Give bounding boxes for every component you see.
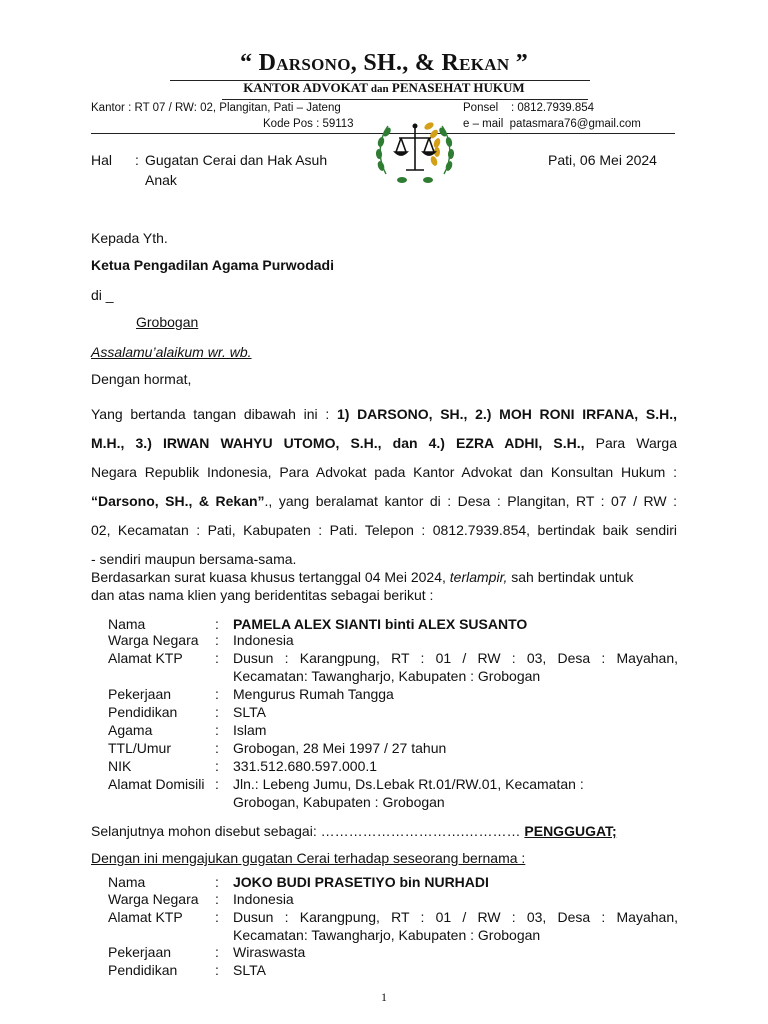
kuasa-line-1	[91, 569, 633, 585]
defendant-identity	[108, 874, 678, 994]
plaintiff-colon: :	[215, 616, 219, 632]
plaintiff-label: TTL/Umur	[108, 740, 171, 756]
defendant-value: Dusun : Karangpung, RT : 01 / RW : 03, Desa : Mayahan,	[233, 909, 678, 925]
subtitle-rule	[222, 99, 588, 100]
firm-name: “ Darsono, SH., & Rekan ”	[239, 50, 529, 76]
hal-separator: :	[135, 152, 139, 168]
kuasa-line-2: dan atas nama klien yang beridentitas sebagai berikut :	[91, 587, 434, 603]
plaintiff-colon: :	[215, 686, 219, 702]
hal-label: Hal	[91, 152, 113, 168]
plaintiff-value: SLTA	[233, 704, 266, 720]
defendant-label: Pendidikan	[108, 962, 178, 978]
subject-line-1: Gugatan Cerai dan Hak Asuh	[145, 152, 328, 168]
plaintiff-label: Nama	[108, 616, 146, 632]
defendant-label: Alamat KTP	[108, 909, 183, 925]
defendant-label: Nama	[108, 874, 146, 890]
intro-line-3	[91, 458, 677, 487]
against-line: Dengan ini mengajukan gugatan Cerai terhadap seseorang bernama :	[91, 850, 526, 866]
defendant-colon: :	[215, 962, 219, 978]
plaintiff-value: PAMELA ALEX SIANTI binti ALEX SUSANTO	[233, 616, 528, 632]
intro-line-2	[91, 429, 677, 458]
plaintiff-colon: :	[215, 776, 219, 792]
recipient-name: Ketua Pengadilan Agama Purwodadi	[91, 257, 334, 273]
kuasa-text-c: sah bertindak untuk	[507, 569, 634, 585]
defendant-value: Kecamatan: Tawangharjo, Kabupaten : Grobogan	[233, 927, 541, 943]
plaintiff-colon: :	[215, 650, 219, 666]
defendant-colon: :	[215, 909, 219, 925]
plaintiff-value: 331.512.680.597.000.1	[233, 758, 378, 774]
penggugat-label: PENGGUGAT;	[524, 823, 617, 839]
firm-subtitle-b: dan	[370, 83, 389, 95]
defendant-value: JOKO BUDI PRASETIYO bin NURHADI	[233, 874, 489, 890]
defendant-label: Warga Negara	[108, 891, 199, 907]
plaintiff-colon: :	[215, 704, 219, 720]
defendant-label: Pekerjaan	[108, 944, 172, 960]
plaintiff-label: Pendidikan	[108, 704, 178, 720]
intro-text-5: 02, Kecamatan : Pati, Kabupaten : Pati. Telepon : 0812.7939.854, bertindak baik sendiri	[91, 522, 677, 538]
penggugat-text: Selanjutnya mohon disebut sebagai: ………………………….…………	[91, 823, 525, 839]
dengan-hormat: Dengan hormat,	[91, 371, 192, 387]
plaintiff-value: Islam	[233, 722, 267, 738]
intro-text-6: - sendiri maupun bersama-sama.	[91, 551, 297, 567]
salam: Assalamu’alaikum wr. wb.	[91, 344, 252, 360]
plaintiff-label: Warga Negara	[108, 632, 199, 648]
firm-subtitle-a: KANTOR ADVOKAT	[243, 80, 368, 95]
firm-subtitle	[0, 80, 768, 96]
office-address: Kantor : RT 07 / RW: 02, Plangitan, Pati – Jateng	[91, 102, 341, 114]
place-date: Pati, 06 Mei 2024	[548, 152, 657, 168]
plaintiff-colon: :	[215, 740, 219, 756]
plaintiff-label: Agama	[108, 722, 153, 738]
defendant-colon: :	[215, 891, 219, 907]
plaintiff-value: Grobogan, 28 Mei 1997 / 27 tahun	[233, 740, 447, 756]
plaintiff-label: Pekerjaan	[108, 686, 172, 702]
defendant-value: Indonesia	[233, 891, 294, 907]
plaintiff-label: NIK	[108, 758, 132, 774]
plaintiff-label: Alamat KTP	[108, 650, 183, 666]
intro-text-4: “Darsono, SH., & Rekan”., yang beralamat kantor di : Desa : Plangitan, RT : 07 / RW :	[91, 493, 677, 509]
scales-of-justice-icon	[372, 110, 458, 190]
intro-line-4	[91, 487, 677, 516]
plaintiff-label: Alamat Domisili	[108, 776, 205, 792]
postal-code: Kode Pos : 59113	[263, 118, 354, 130]
penggugat-line	[91, 823, 617, 839]
plaintiff-colon: :	[215, 632, 219, 648]
page-number: 1	[381, 990, 387, 1004]
plaintiff-colon: :	[215, 758, 219, 774]
recipient-city: Grobogan	[136, 314, 199, 330]
phone-number: Ponsel : 0812.7939.854	[463, 102, 595, 114]
intro-text-1: Yang bertanda tangan dibawah ini : 1) DARSONO, SH., 2.) MOH RONI IRFANA, S.H.,	[91, 406, 678, 422]
plaintiff-identity	[108, 616, 678, 816]
defendant-value: SLTA	[233, 962, 266, 978]
intro-line-5	[91, 516, 677, 545]
kuasa-text-a: Berdasarkan surat kuasa khusus tertanggal 04 Mei 2024,	[91, 569, 450, 585]
kuasa-text-b: terlampir,	[449, 569, 508, 585]
intro-text-3: Negara Republik Indonesia, Para Advokat pada Kantor Advokat dan Konsultan Hukum :	[91, 464, 677, 480]
defendant-colon: :	[215, 944, 219, 960]
email-address: e – mail patasmara76@gmail.com	[463, 118, 641, 130]
intro-paragraph	[91, 400, 677, 574]
subject-line-2: Anak	[145, 172, 177, 188]
plaintiff-value: Jln.: Lebeng Jumu, Ds.Lebak Rt.01/RW.01, Kecamatan :	[233, 776, 584, 792]
intro-text-2: M.H., 3.) IRWAN WAHYU UTOMO, S.H., dan 4.) EZRA ADHI, S.H., Para Warga	[91, 435, 677, 451]
plaintiff-colon: :	[215, 722, 219, 738]
intro-line-1	[91, 400, 677, 429]
defendant-value: Wiraswasta	[233, 944, 306, 960]
defendant-colon: :	[215, 874, 219, 890]
firm-subtitle-c: PENASEHAT HUKUM	[391, 80, 525, 95]
plaintiff-value: Kecamatan: Tawangharjo, Kabupaten : Grobogan	[233, 668, 541, 684]
plaintiff-value: Grobogan, Kabupaten : Grobogan	[233, 794, 445, 810]
recipient-di: di _	[91, 287, 114, 303]
plaintiff-value: Mengurus Rumah Tangga	[233, 686, 394, 702]
kepada-yth: Kepada Yth.	[91, 230, 168, 246]
plaintiff-value: Indonesia	[233, 632, 294, 648]
plaintiff-value: Dusun : Karangpung, RT : 01 / RW : 03, Desa : Mayahan,	[233, 650, 678, 666]
